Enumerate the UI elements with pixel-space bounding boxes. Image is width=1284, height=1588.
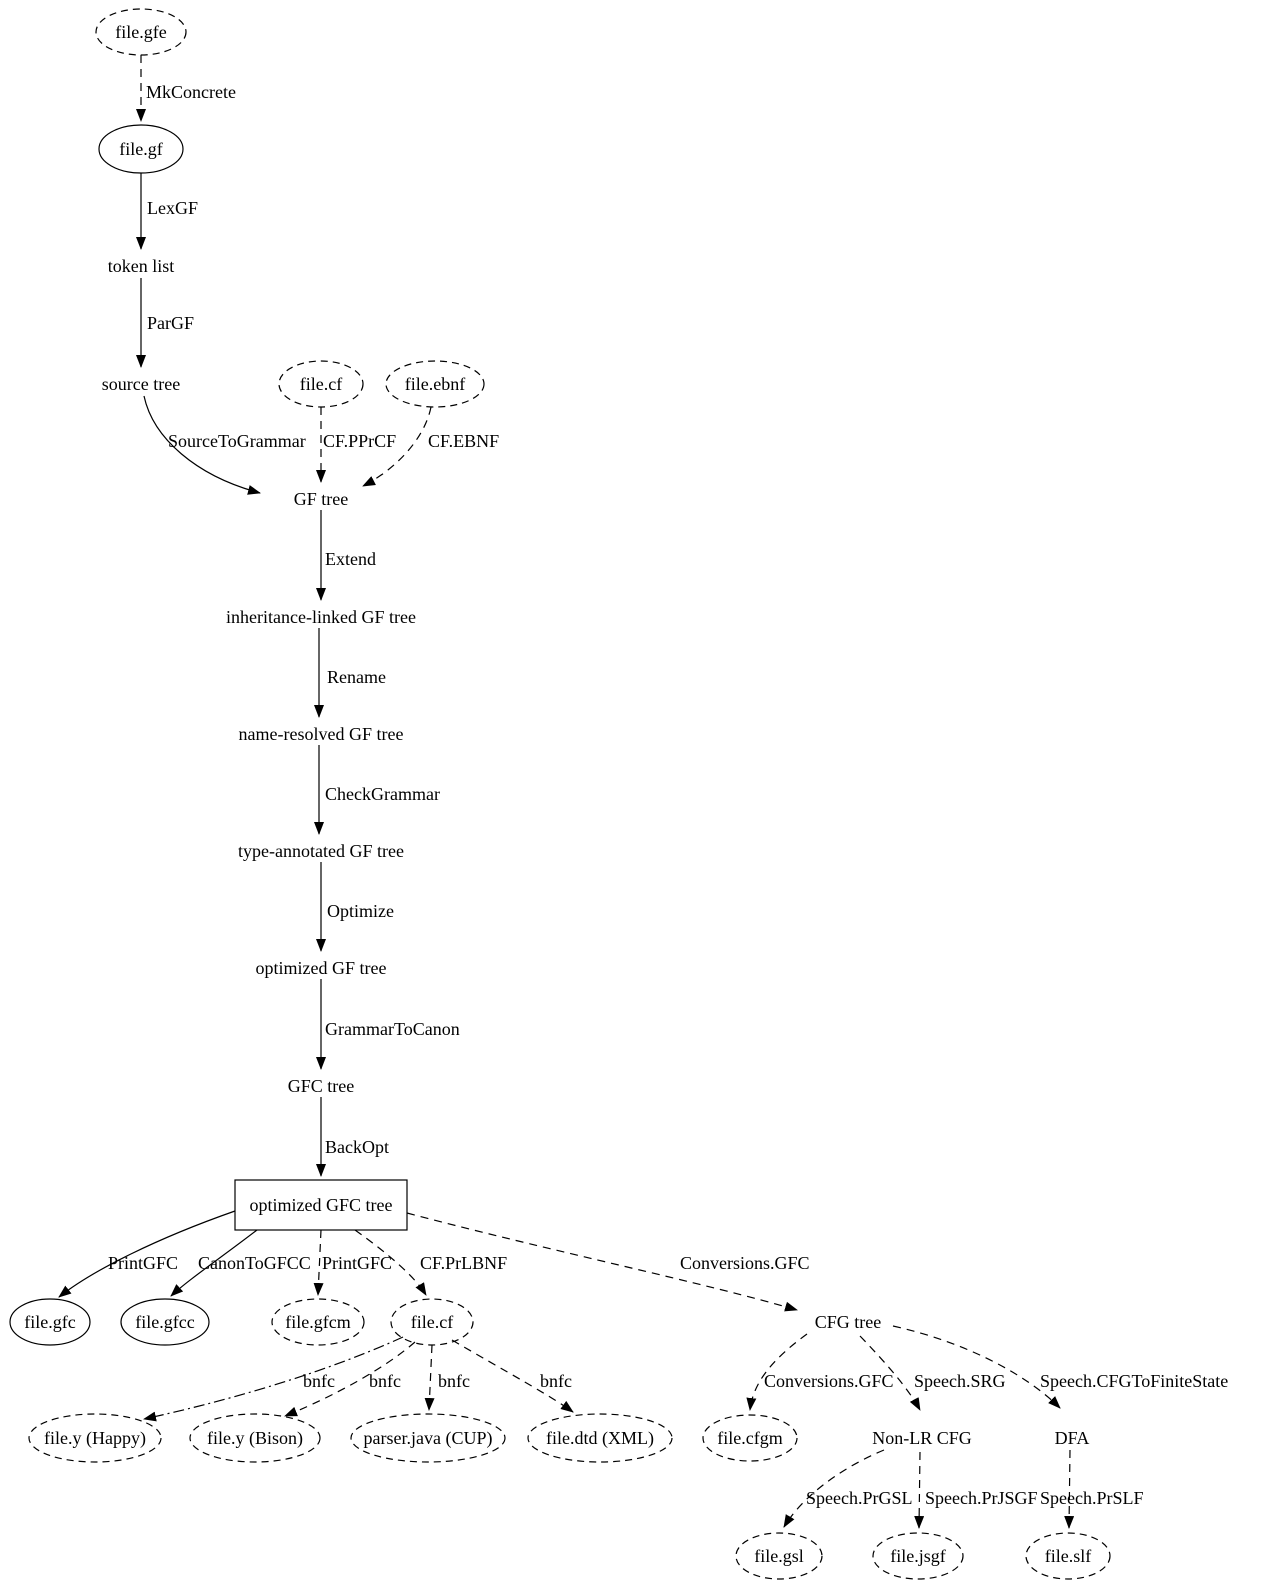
node-type-annotated-gf-tree: type-annotated GF tree [238,841,404,861]
edge-label-speech-prslf: Speech.PrSLF [1040,1488,1144,1508]
edge-label-speech-cfgtofinitestate: Speech.CFGToFiniteState [1040,1371,1229,1391]
edge-label-speech-srg: Speech.SRG [914,1371,1006,1391]
edge-label-canontogfcc: CanonToGFCC [198,1253,311,1273]
node-dfa: DFA [1054,1428,1090,1448]
edge-speech-prjsgf [919,1452,920,1528]
node-file-cf-bottom: file.cf [410,1312,454,1332]
node-optimized-gf-tree: optimized GF tree [255,958,387,978]
edge-label-speech-prjsgf: Speech.PrJSGF [925,1488,1038,1508]
edge-label-backopt: BackOpt [325,1137,389,1157]
edge-label-mkconcrete: MkConcrete [146,82,236,102]
node-token-list: token list [107,256,175,276]
edge-label-bnfc-cup: bnfc [438,1371,470,1391]
node-parser-java-cup: parser.java (CUP) [363,1428,493,1448]
edge-label-cf-prlbnf: CF.PrLBNF [420,1253,508,1273]
edge-label-cf-ebnf: CF.EBNF [428,431,500,451]
node-file-gfe: file.gfe [115,22,167,42]
node-file-gf: file.gf [119,139,163,159]
edge-label-cf-pprcf: CF.PPrCF [323,431,397,451]
node-file-gfc: file.gfc [24,1312,76,1332]
node-inheritance-linked-gf-tree: inheritance-linked GF tree [226,607,416,627]
node-file-gfcm: file.gfcm [285,1312,351,1332]
node-cfg-tree: CFG tree [814,1312,882,1332]
node-file-dtd-xml: file.dtd (XML) [546,1428,654,1448]
edge-label-grammartocanon: GrammarToCanon [325,1019,460,1039]
node-file-gfcc: file.gfcc [135,1312,195,1332]
edge-label-speech-prgsl: Speech.PrGSL [806,1488,913,1508]
edge-label-printgfc-gfc: PrintGFC [108,1253,179,1273]
node-gf-tree: GF tree [293,489,349,509]
edge-label-printgfc-gfcm: PrintGFC [322,1253,393,1273]
node-file-y-happy: file.y (Happy) [44,1428,146,1448]
edge-label-sourcetogrammar: SourceToGrammar [168,431,306,451]
node-file-cf-top: file.cf [299,374,343,394]
edge-printgfc-gfcm [318,1230,321,1295]
edge-bnfc-cup [429,1345,432,1410]
node-file-jsgf: file.jsgf [890,1546,946,1566]
edge-label-pargf: ParGF [147,313,195,333]
node-file-gsl: file.gsl [754,1546,804,1566]
node-optimized-gfc-tree: optimized GFC tree [249,1195,393,1215]
edge-label-extend: Extend [325,549,376,569]
node-non-lr-cfg: Non-LR CFG [872,1428,972,1448]
edge-label-bnfc-dtd: bnfc [540,1371,572,1391]
node-gfc-tree: GFC tree [287,1076,355,1096]
node-file-slf: file.slf [1044,1546,1092,1566]
edge-label-conversions-gfc-bottom: Conversions.GFC [764,1371,894,1391]
node-name-resolved-gf-tree: name-resolved GF tree [238,724,404,744]
edge-label-optimize: Optimize [327,901,394,921]
edge-label-checkgrammar: CheckGrammar [325,784,440,804]
node-file-cfgm: file.cfgm [717,1428,783,1448]
node-file-y-bison: file.y (Bison) [207,1428,303,1448]
edge-label-bnfc-bison: bnfc [369,1371,401,1391]
node-file-ebnf: file.ebnf [404,374,466,394]
edge-speech-cfgtofinitestate [893,1326,1060,1408]
edge-label-rename: Rename [327,667,386,687]
edge-label-lexgf: LexGF [147,198,198,218]
edge-label-bnfc-happy: bnfc [303,1371,335,1391]
edge-label-conversions-gfc-top: Conversions.GFC [680,1253,810,1273]
node-source-tree: source tree [101,374,181,394]
